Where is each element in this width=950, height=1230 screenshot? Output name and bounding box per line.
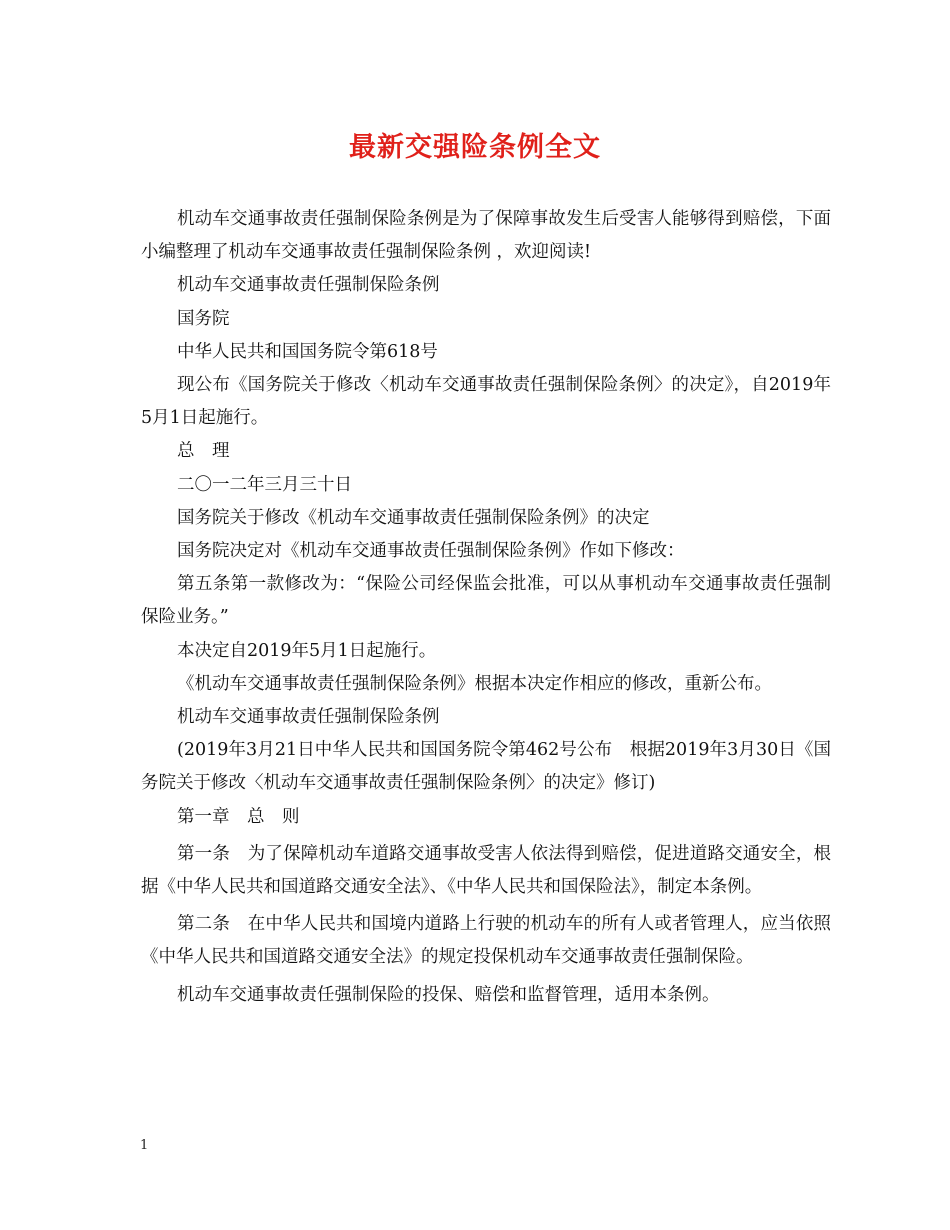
paragraph-regulation-name-2: 机动车交通事故责任强制保险条例 [177,707,440,728]
paragraph-date: 二〇一二年三月三十日 [177,474,352,495]
paragraph-regulation-name: 机动车交通事故责任强制保险条例 [177,275,440,296]
paragraph-decision-title: 国务院关于修改《机动车交通事故责任强制保险条例》的决定 [177,507,650,528]
paragraph-publication: 现公布《国务院关于修改〈机动车交通事故责任强制保险条例〉的决定》，自2019年5月1日起施行。 [141,375,831,429]
paragraph-chapter-1: 第一章 总 则 [177,806,300,827]
paragraph-intro: 机动车交通事故责任强制保险条例是为了保障事故发生后受害人能够得到赔偿，下面小编整理了机动车交通事故责任强制保险条例 ，欢迎阅读! [141,209,831,263]
paragraph-premier: 总 理 [177,441,230,462]
paragraph-effective-date: 本决定自2019年5月1日起施行。 [177,640,437,661]
paragraph-republish: 《机动车交通事故责任强制保险条例》根据本决定作相应的修改，重新公布。 [177,673,772,694]
paragraph-decision-intro: 国务院决定对《机动车交通事故责任强制保险条例》作如下修改： [177,541,685,562]
paragraph-state-council: 国务院 [177,308,230,329]
paragraph-applicability: 机动车交通事故责任强制保险的投保、赔偿和监督管理，适用本条例。 [177,984,720,1005]
document-title: 最新交强险条例全文 [349,132,601,163]
document-body [141,203,831,1012]
paragraph-article5-amendment: 第五条第一款修改为：“保险公司经保监会批准，可以从事机动车交通事故责任强制保险业务。” [141,574,831,628]
paragraph-decree-number: 中华人民共和国国务院令第618号 [177,341,438,362]
paragraph-article-2: 第二条 在中华人民共和国境内道路上行驶的机动车的所有人或者管理人，应当依照《中华人民共和国道路交通安全法》的规定投保机动车交通事故责任强制保险。 [141,914,831,968]
paragraph-article-1: 第一条 为了保障机动车道路交通事故受害人依法得到赔偿，促进道路交通安全，根据《中华人民共和国道路交通安全法》、《中华人民共和国保险法》，制定本条例。 [141,843,831,898]
page-number: 1 [140,1138,149,1153]
paragraph-revision-note: (2019年3月21日中华人民共和国国务院令第462号公布 根据2019年3月30日《国务院关于修改〈机动车交通事故责任强制保险条例〉的决定》修订) [141,740,831,794]
